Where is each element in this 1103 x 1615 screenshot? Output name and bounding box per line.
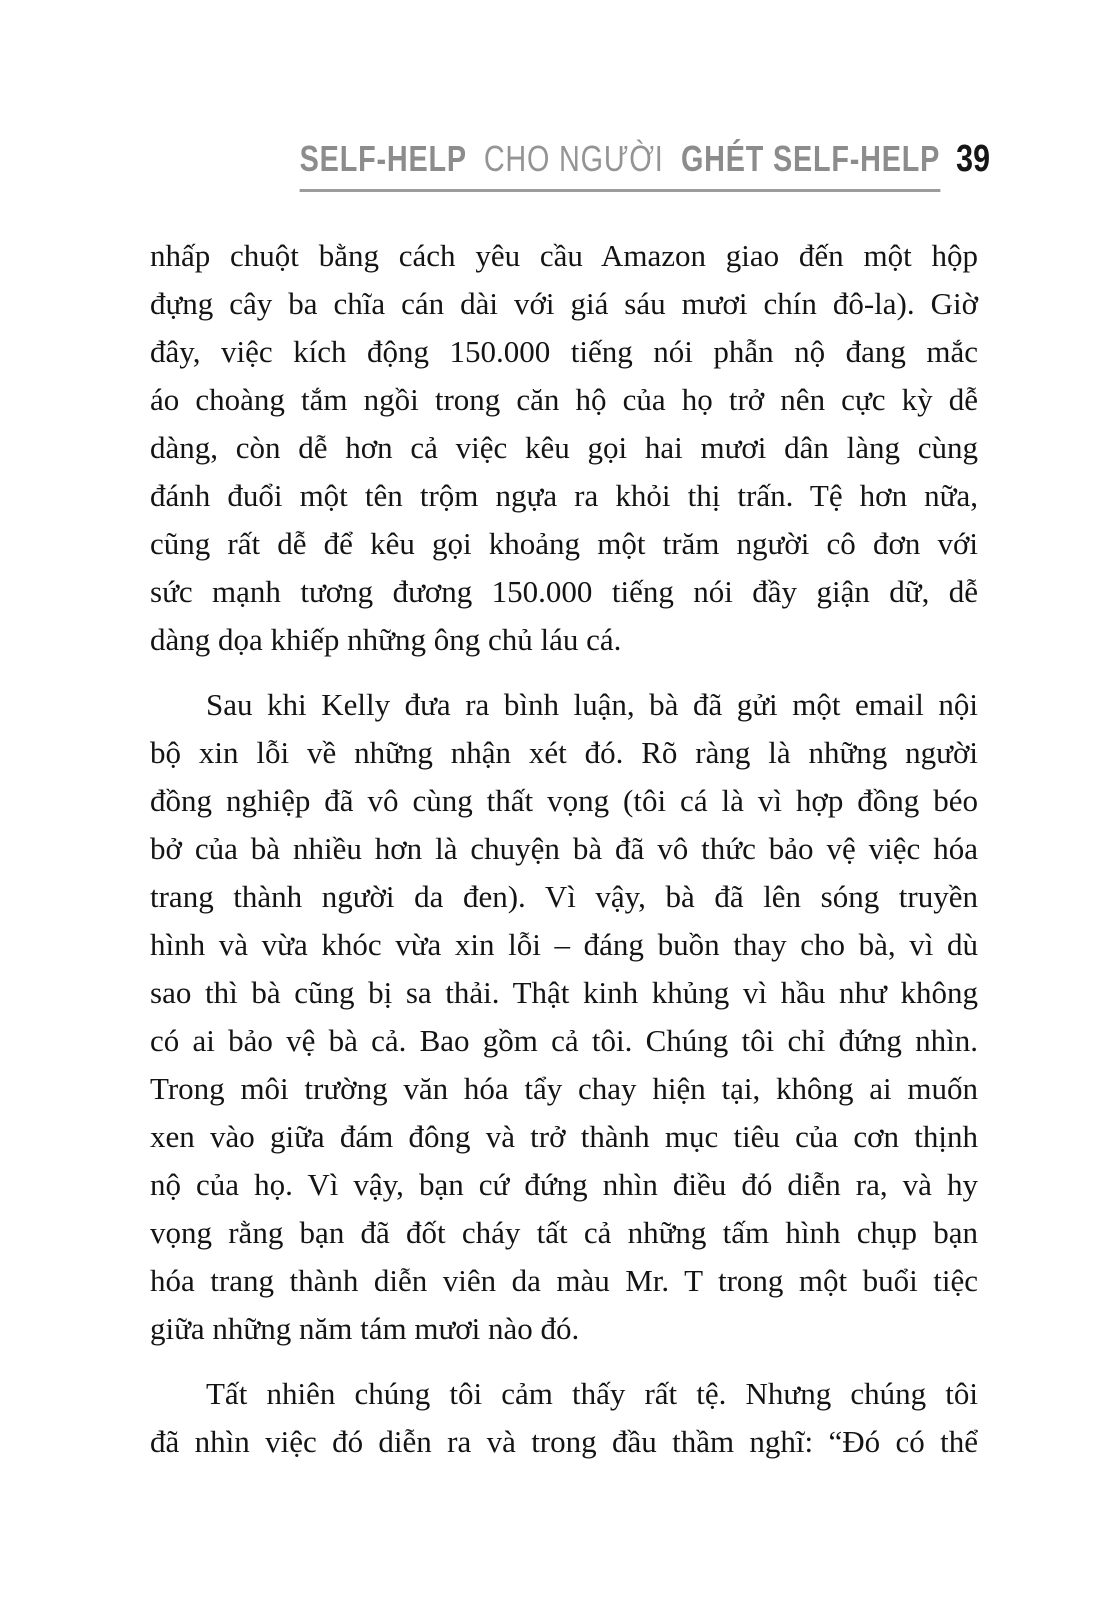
text-line: đã nhìn việc đó diễn ra và trong đầu thầm nghĩ: “Đó có thể: [150, 1424, 978, 1459]
running-header-title-part-2: CHO NGƯỜI: [483, 138, 664, 179]
text-line: đây, việc kích động 150.000 tiếng nói phẫn nộ đang mắc: [150, 334, 978, 369]
paragraph: [150, 232, 978, 664]
text-line: Trong môi trường văn hóa tẩy chay hiện tại, không ai muốn: [150, 1071, 978, 1106]
running-header-title-part-1: SELF-HELP: [299, 138, 467, 179]
running-header-title-part-3: GHÉT SELF-HELP: [680, 138, 941, 179]
text-line: hóa trang thành diễn viên da màu Mr. T trong một buổi tiệc: [150, 1263, 978, 1298]
running-header: [299, 138, 990, 192]
text-line: đánh đuổi một tên trộm ngựa ra khỏi thị trấn. Tệ hơn nữa,: [150, 478, 978, 513]
text-line: bở của bà nhiều hơn là chuyện bà đã vô thức bảo vệ việc hóa: [150, 831, 978, 866]
text-line: bộ xin lỗi về những nhận xét đó. Rõ ràng là những người: [150, 735, 978, 770]
paragraph: [150, 681, 978, 1353]
text-line: hình và vừa khóc vừa xin lỗi – đáng buồn thay cho bà, vì dù: [150, 927, 978, 962]
text-line: giữa những năm tám mươi nào đó.: [150, 1311, 580, 1346]
text-line: cũng rất dễ để kêu gọi khoảng một trăm người cô đơn với: [150, 526, 978, 561]
text-line: đồng nghiệp đã vô cùng thất vọng (tôi cá là vì hợp đồng béo: [150, 783, 978, 818]
text-line: áo choàng tắm ngồi trong căn hộ của họ trở nên cực kỳ dễ: [150, 382, 978, 417]
text-line: xen vào giữa đám đông và trở thành mục tiêu của cơn thịnh: [150, 1119, 978, 1154]
running-header-title: [300, 138, 941, 192]
paragraph: [150, 1370, 978, 1466]
text-line: đựng cây ba chĩa cán dài với giá sáu mươi chín đô-la). Giờ: [150, 286, 978, 321]
text-line: trang thành người da đen). Vì vậy, bà đã lên sóng truyền: [150, 879, 978, 914]
page-number: 39: [956, 138, 990, 180]
text-line: sao thì bà cũng bị sa thải. Thật kinh khủng vì hầu như không: [150, 975, 978, 1010]
text-line: dàng, còn dễ hơn cả việc kêu gọi hai mươi dân làng cùng: [150, 430, 978, 465]
text-line: nộ của họ. Vì vậy, bạn cứ đứng nhìn điều đó diễn ra, và hy: [150, 1167, 978, 1202]
text-line: Tất nhiên chúng tôi cảm thấy rất tệ. Nhưng chúng tôi: [206, 1376, 978, 1411]
text-line: nhấp chuột bằng cách yêu cầu Amazon giao đến một hộp: [150, 238, 978, 273]
page-body: [150, 232, 978, 1466]
text-line: Sau khi Kelly đưa ra bình luận, bà đã gửi một email nội: [206, 687, 978, 722]
text-line: có ai bảo vệ bà cả. Bao gồm cả tôi. Chúng tôi chỉ đứng nhìn.: [150, 1023, 978, 1058]
text-line: dàng dọa khiếp những ông chủ láu cá.: [150, 622, 622, 657]
text-line: sức mạnh tương đương 150.000 tiếng nói đầy giận dữ, dễ: [150, 574, 978, 609]
text-line: vọng rằng bạn đã đốt cháy tất cả những tấm hình chụp bạn: [150, 1215, 978, 1250]
